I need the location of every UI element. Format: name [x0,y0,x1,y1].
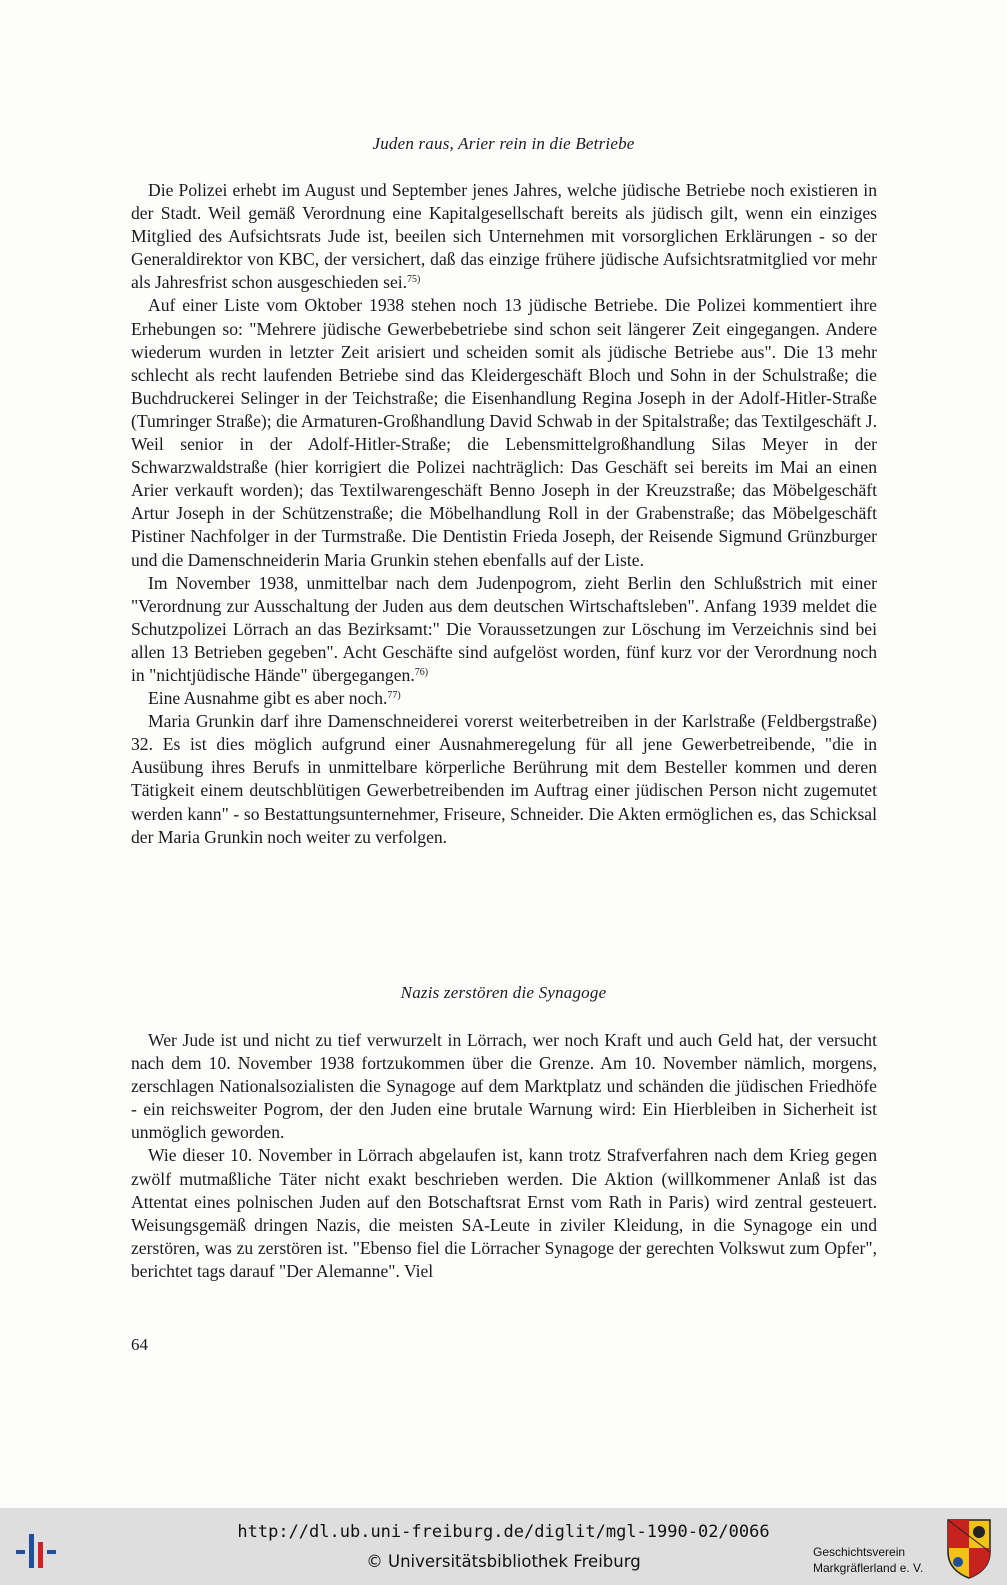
paragraph-text: Im November 1938, unmittelbar nach dem Judenpogrom, zieht Berlin den Schlußstrich mit einer "Verordnung zur Ausschaltung der Juden aus dem deutschen Wirtschaftsleben". Anfang 1939 meldet die Schutzpolizei Lörrach an das Bezirksamt:" Die Voraussetzungen zur Löschung im Verzeichnis sind bei allen 13 Betrieben gegeben". Acht Geschäfte sind aufgelöst worden, fünf kurz vor der Verordnung noch in "nichtjüdische Hände" übergegangen. [131,572,877,685]
society-line: Markgräflerland e. V. [813,1561,924,1575]
footnote-ref: 76) [414,666,429,678]
paragraph-text: Die Polizei erhebt im August und September jenes Jahres, welche jüdische Betriebe noch existieren in der Stadt. Weil gemäß Verordnung eine Kapitalgesellschaft bereits als jüdisch gilt, wenn ein einziges Mitglied des Aufsichtsrats Jude ist, beeilen sich Unternehmen mit vorsorglichen Erklärungen - so der Generaldirektor von KBC, der versichert, daß das einzige frühere jüdische Aufsichtsratmitglied vor mehr als Jahresfrist schon ausgeschieden sei. [131,180,877,293]
paragraph-text: Wer Jude ist und nicht zu tief verwurzelt in Lörrach, wer noch Kraft und auch Geld hat, der versucht nach dem 10. November 1938 fortzukommen über die Grenze. Am 10. November nämlich, morgens, zerschlagen Nationalsozialisten die Synagoge auf dem Marktplatz und schänden die jüdischen Friedhöfe - ein reichsweiter Pogrom, der den Juden eine brutale Warnung wird: Ein Hierbleiben in Sicherheit ist unmöglich geworden. [131,1030,877,1143]
paragraph-text: Auf einer Liste vom Oktober 1938 stehen noch 13 jüdische Betriebe. Die Polizei kommentiert ihre Erhebungen so: "Mehrere jüdische Gewerbebetriebe sind schon seit längerer Zeit eingegangen. Andere wiederum wurden in letzter Zeit arisiert und scheiden somit als jüdische Betriebe aus". Die 13 mehr schlecht als recht laufenden Betriebe sind das Kleidergeschäft Bloch und Sohn in der Schulstraße; die Buchdruckerei Selinger in der Teichstraße; die Eisenhandlung Regina Joseph in der Adolf-Hitler-Straße (Tumringer Straße); die Armaturen-Großhandlung David Schwab in der Spitalstraße; das Textilgeschäft J. Weil senior in der Adolf-Hitler-Straße; die Lebensmittelgroßhandlung Silas Meyer in der Schwarzwaldstraße (hier korrigiert die Polizei nachträglich: Das Geschäft sei bereits im Mai an einen Arier verkauft worden); das Textilwarengeschäft Benno Joseph in der Kreuzstraße; das Möbelgeschäft Artur Joseph in der Schützenstraße; die Möbelhandlung Roll in der Grabenstraße; das Möbelgeschäft Pistiner Nachfolger in der Turmstraße. Die Dentistin Frieda Joseph, der Reisende Sigmund Grünzburger und die Damenschneiderin Maria Grunkin stehen ebenfalls auf der Liste. [131,295,877,570]
section-body [131,1029,877,1283]
paragraph [131,710,877,849]
section-heading: Juden raus, Arier rein in die Betriebe [372,134,635,153]
footer-bar [0,1508,1007,1585]
source-url-link[interactable]: http://dl.ub.uni-freiburg.de/diglit/mgl-1990-02/0066 [237,1522,770,1542]
paragraph-text: Wie dieser 10. November in Lörrach abgelaufen ist, kann trotz Strafverfahren nach dem Krieg gegen zwölf mutmaßliche Täter nicht exakt beschrieben werden. Die Aktion (willkommener Anlaß ist das Attentat eines polnischen Juden auf den Botschaftsrat Ernst vom Rath in Paris) wird zentral gesteuert. Weisungsgemäß dringen Nazis, die meisten SA-Leute in ziviler Kleidung, in die Synagoge ein und zerstören, was zu zerstören ist. "Ebenso fiel die Lörracher Synagoge der gerechten Volkswut zum Opfer", berichtet tags darauf "Der Alemanne". Viel [131,1145,877,1281]
paragraph [131,1029,877,1144]
paragraph-text: Eine Ausnahme gibt es aber noch. [148,688,388,709]
footnote-ref: 75) [407,274,421,286]
page-number: 64 [131,1335,148,1354]
footnote-ref: 77) [387,690,401,702]
paragraph-text: Maria Grunkin darf ihre Damenschneiderei vorerst weiterbetreiben in der Karlstraße (Feldbergstraße) 32. Es ist dies möglich aufgrund einer Ausnahmeregelung für all jene Gewerbetreibende, "die in Ausübung ihres Berufs in unmittelbare körperliche Berührung mit dem Besteller kommen und deren Tätigkeit einem deutschblütigen Gewerbetreibenden im Auftrag einer jüdischen Person nicht zugemutet werden kann" - so Bestattungsunternehmer, Friseure, Schneider. Die Akten ermöglichen es, das Schicksal der Maria Grunkin noch weiter zu verfolgen. [131,711,877,847]
paragraph [131,572,877,687]
paragraph [131,1144,877,1283]
coat-of-arms-icon [946,1518,992,1580]
society-line: Geschichtsverein [813,1545,906,1559]
section-heading: Nazis zerstören die Synagoge [400,983,607,1002]
paragraph [131,294,877,571]
paragraph [131,179,877,294]
section-body [131,179,877,849]
paragraph [131,687,877,710]
copyright-text: © Universitätsbibliothek Freiburg [366,1552,641,1571]
society-name [813,1544,923,1576]
